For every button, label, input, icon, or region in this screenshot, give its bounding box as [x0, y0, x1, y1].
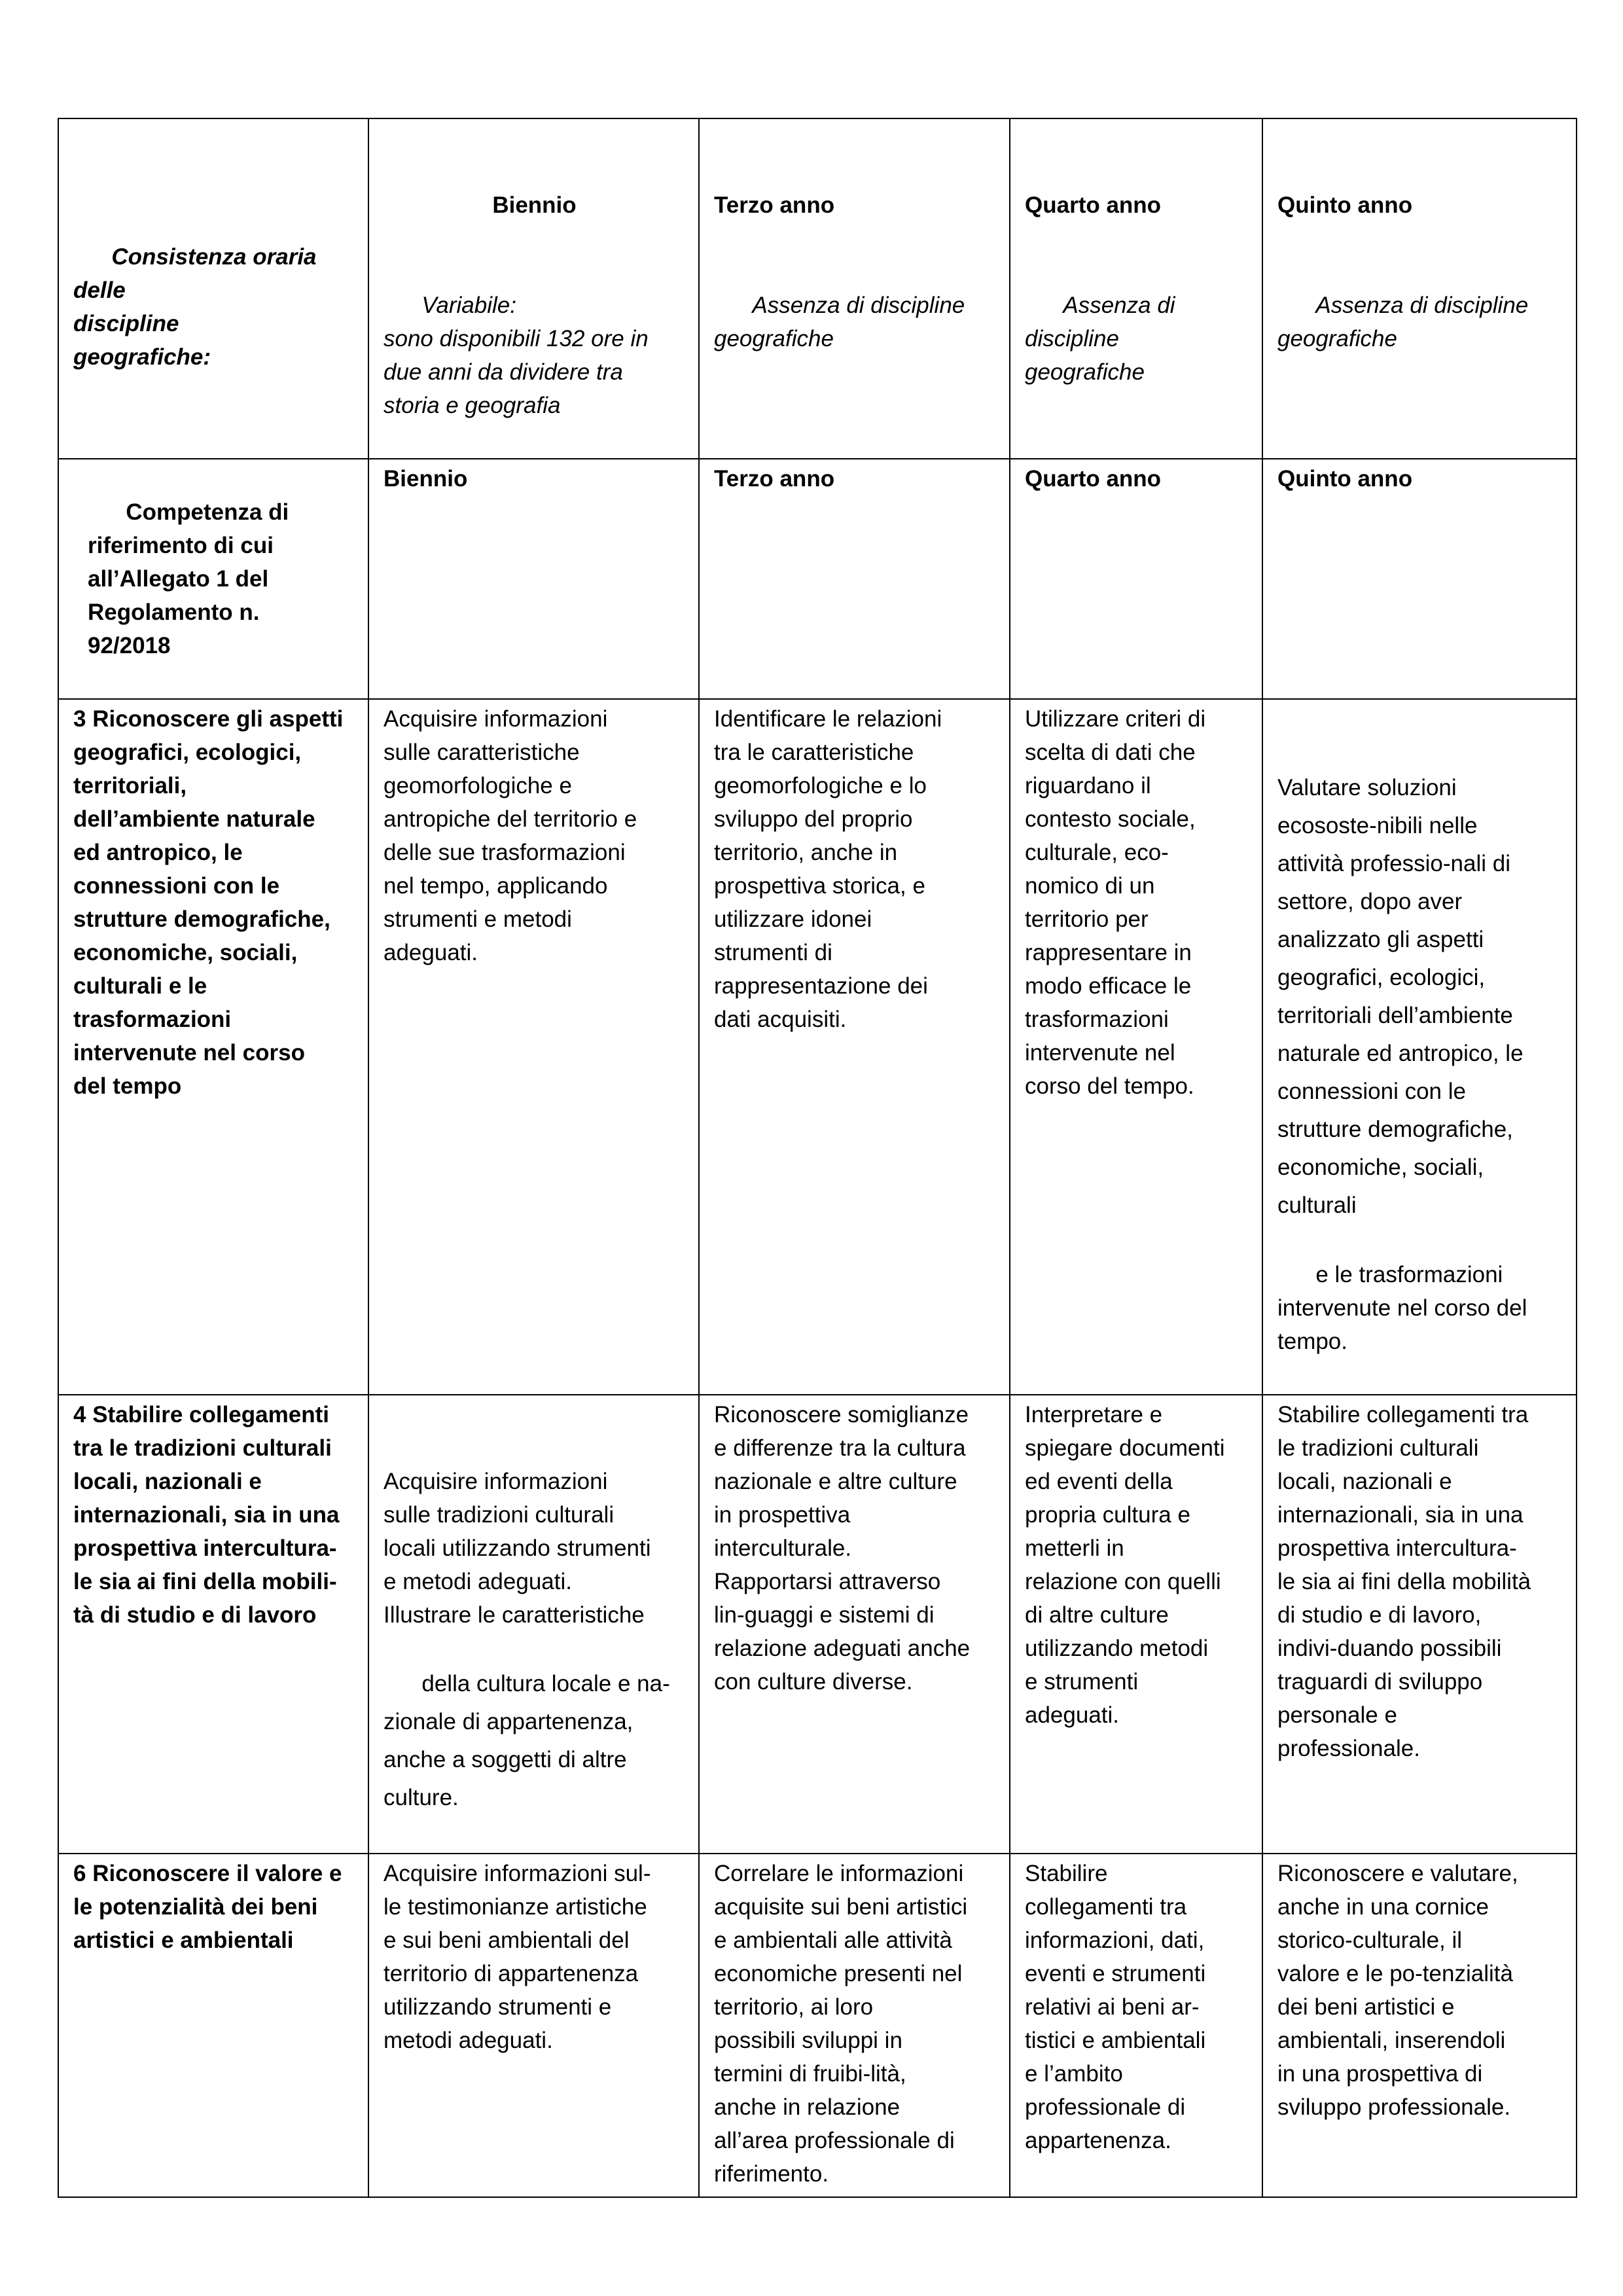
- terzo-text: Correlare le informazioni acquisite sui beni artistici e ambientali alle attività economiche presenti nel territorio, ai loro possibili sviluppi in termini di fruibi-lità, anche in relazione all’area professionale di riferimento.: [714, 1861, 968, 2187]
- competence-text: 4 Stabilire collegamenti tra le tradizioni culturali locali, nazionali e internazionali, sia in una prospettiva intercultura- le sia ai fini della mobili- tà di studio e di lavoro: [73, 1402, 340, 1628]
- hours-terzo-text: Assenza di discipline geografiche: [714, 293, 965, 351]
- biennio-text-continued: della cultura locale e na- zionale di appartenenza, anche a soggetti di altre culture.: [383, 1671, 670, 1810]
- quinto-text-continued: e le trasformazioni intervenute nel corso del tempo.: [1277, 1262, 1527, 1354]
- hours-quarto-title: Quarto anno: [1025, 192, 1162, 218]
- curriculum-table: [58, 118, 1577, 2198]
- quarto-cell: [1010, 699, 1262, 1395]
- quarto-cell: [1010, 1854, 1262, 2197]
- terzo-text: Identificare le relazioni tra le caratteristiche geomorfologiche e lo sviluppo del proprio territorio, anche in prospettiva storica, e utilizzare idonei strumenti di rappresentazione dei dati acquisiti.: [714, 706, 942, 1032]
- hours-quarto-cell: [1010, 118, 1262, 459]
- quinto-text: Valutare soluzioni ecososte-nibili nelle attività professio-nali di settore, dopo aver analizzato gli aspetti geografici, ecologici, territoriali dell’ambiente naturale ed antropico, le connessioni con le strutture demografiche, economiche, sociali, culturali: [1277, 775, 1524, 1218]
- hours-label-cell: [58, 118, 368, 459]
- competence-header: Competenza di riferimento di cui all’Allegato 1 del Regolamento n. 92/2018: [88, 499, 289, 658]
- header-quarto: Quarto anno: [1025, 466, 1162, 492]
- competence-cell: [58, 1395, 368, 1854]
- header-biennio: Biennio: [383, 466, 468, 492]
- hours-quinto-title: Quinto anno: [1277, 192, 1413, 218]
- quinto-text: Riconoscere e valutare, anche in una cornice storico-culturale, il valore e le po-tenzialità dei beni artistici e ambientali, inserendoli in una prospettiva di sviluppo professionale.: [1277, 1861, 1518, 2120]
- competence-row-6: [58, 1854, 1577, 2197]
- header-row: [58, 459, 1577, 699]
- header-quinto-cell: [1262, 459, 1577, 699]
- quinto-cell: [1262, 1395, 1577, 1854]
- hours-row: [58, 118, 1577, 459]
- quarto-text: Utilizzare criteri di scelta di dati che riguardano il contesto sociale, culturale, eco- nomico di un territorio per rappresentare in modo efficace le trasformazioni intervenute nel corso del tempo.: [1025, 706, 1206, 1099]
- header-quarto-cell: [1010, 459, 1262, 699]
- biennio-cell: [368, 1395, 699, 1854]
- hours-quinto-cell: [1262, 118, 1577, 459]
- biennio-cell: [368, 1854, 699, 2197]
- quarto-text: Stabilire collegamenti tra informazioni, dati, eventi e strumenti relativi ai beni ar- tistici e ambientali e l’ambito professionale di appartenenza.: [1025, 1861, 1206, 2153]
- terzo-text: Riconoscere somiglianze e differenze tra la cultura nazionale e altre culture in prospettiva interculturale. Rapportarsi attraverso lin-guaggi e sistemi di relazione adeguati anche con culture diverse.: [714, 1402, 971, 1695]
- hours-label: Consistenza oraria delle discipline geografiche:: [73, 244, 317, 370]
- biennio-cell: [368, 699, 699, 1395]
- biennio-text: Acquisire informazioni sulle tradizioni culturali locali utilizzando strumenti e metodi adeguati. Illustrare le caratteristiche: [383, 1469, 651, 1628]
- hours-biennio-text: Variabile: sono disponibili 132 ore in due anni da dividere tra storia e geografia: [383, 293, 649, 418]
- competence-text: 6 Riconoscere il valore e le potenzialità dei beni artistici e ambientali: [73, 1861, 342, 1953]
- hours-quinto-text: Assenza di discipline geografiche: [1277, 293, 1529, 351]
- biennio-text: Acquisire informazioni sul- le testimonianze artistiche e sui beni ambientali del territorio di appartenenza utilizzando strumenti e metodi adeguati.: [383, 1861, 651, 2053]
- hours-terzo-cell: [699, 118, 1010, 459]
- hours-biennio-title: Biennio: [492, 192, 577, 218]
- quinto-cell: [1262, 1854, 1577, 2197]
- competence-cell: [58, 1854, 368, 2197]
- hours-terzo-title: Terzo anno: [714, 192, 835, 218]
- terzo-cell: [699, 1854, 1010, 2197]
- biennio-text: Acquisire informazioni sulle caratteristiche geomorfologiche e antropiche del territorio e delle sue trasformazioni nel tempo, applicando strumenti e metodi adeguati.: [383, 706, 637, 965]
- competence-cell: [58, 699, 368, 1395]
- hours-quarto-text: Assenza di discipline geografiche: [1025, 293, 1175, 385]
- header-terzo-cell: [699, 459, 1010, 699]
- header-terzo: Terzo anno: [714, 466, 835, 492]
- terzo-cell: [699, 1395, 1010, 1854]
- header-biennio-cell: [368, 459, 699, 699]
- competence-row-3: [58, 699, 1577, 1395]
- competence-text: 3 Riconoscere gli aspetti geografici, ecologici, territoriali, dell’ambiente naturale ed antropico, le connessioni con le strutture demografiche, economiche, sociali, culturali e le trasformazioni intervenute nel corso del tempo: [73, 706, 344, 1099]
- terzo-cell: [699, 699, 1010, 1395]
- quinto-text: Stabilire collegamenti tra le tradizioni culturali locali, nazionali e internazionali, sia in una prospettiva intercultura- le sia ai fini della mobilità di studio e di lavoro, indivi-duando possibili traguardi di sviluppo personale e professionale.: [1277, 1402, 1531, 1761]
- quarto-cell: [1010, 1395, 1262, 1854]
- competence-row-4: [58, 1395, 1577, 1854]
- header-quinto: Quinto anno: [1277, 466, 1413, 492]
- quinto-cell: [1262, 699, 1577, 1395]
- quarto-text: Interpretare e spiegare documenti ed eventi della propria cultura e metterli in relazione con quelli di altre culture utilizzando metodi e strumenti adeguati.: [1025, 1402, 1225, 1728]
- hours-biennio-cell: [368, 118, 699, 459]
- competence-header-cell: [58, 459, 368, 699]
